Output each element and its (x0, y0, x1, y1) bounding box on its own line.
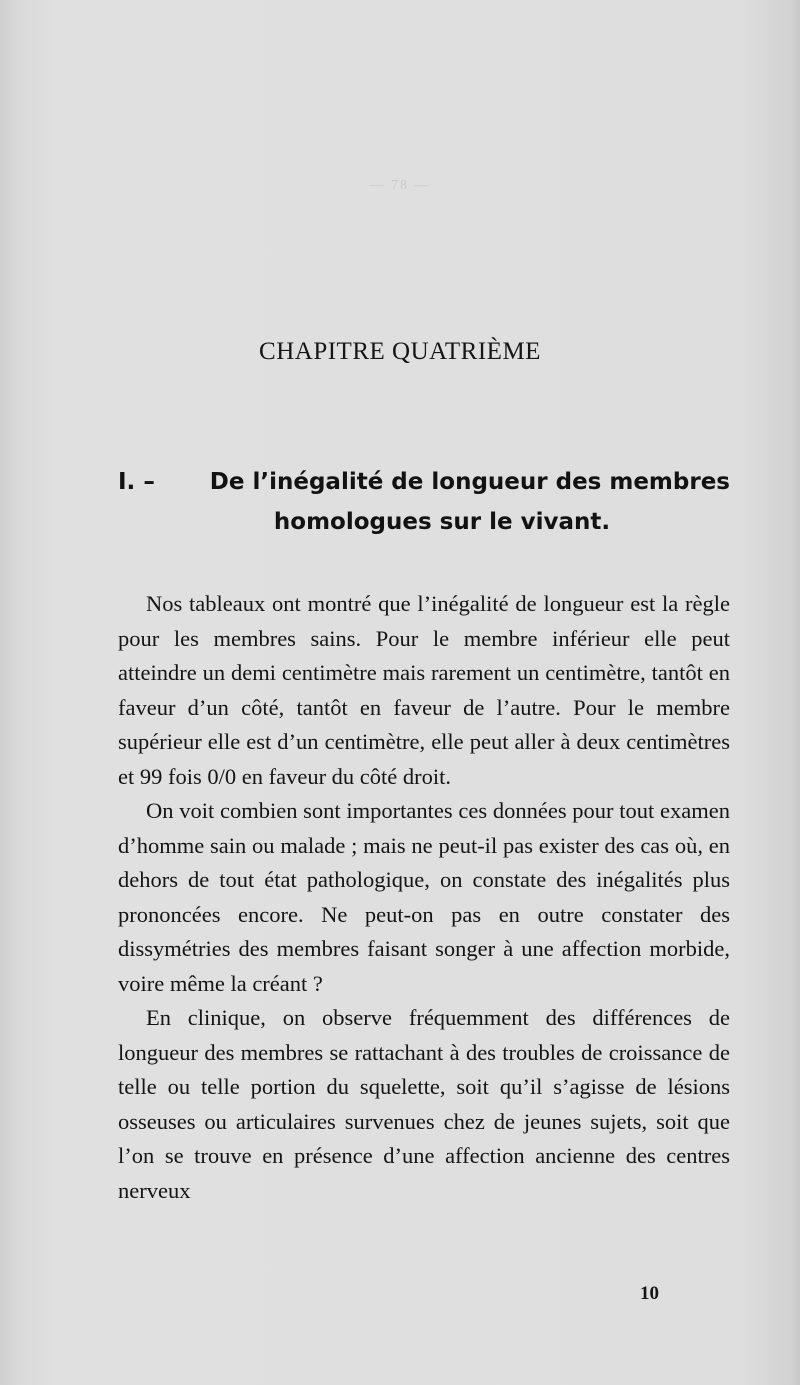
paragraph: Nos tableaux ont montré que l’inégalité de longueur est la règle pour les membres sains. Pour le membre inférieur elle peut atteindre un demi centimètre mais rarement un centimètre, tantôt en faveur d’un côté, tantôt en faveur de l’autre. Pour le membre supérieur elle est d’un centimètre, elle peut aller à deux centimètres et 99 fois 0/0 en faveur du côté droit. (118, 591, 730, 789)
section-number (118, 462, 155, 502)
section-title-part1: De l’inégalité de longueur des membres (209, 469, 730, 495)
section-heading-line1 (118, 462, 730, 502)
section-title-part2: homologues sur le vivant. (273, 509, 611, 535)
section-heading (118, 462, 730, 542)
paragraph: On voit combien sont importantes ces données pour tout examen d’homme sain ou malade ; mais ne peut-il pas exister des cas où, en dehors de tout état pathologique, on constate des inégalités plus prononcées encore. Ne peut-on pas en outre constater des dissymétries des membres faisant songer à une affection morbide, voire même la créant ? (118, 798, 730, 996)
section-dash: – (143, 469, 155, 495)
chapter-title: CHAPITRE QUATRIÈME (259, 338, 541, 365)
faint-page-mark: — 78 — (369, 178, 431, 193)
paragraph: En clinique, on observe fréquemment des différences de longueur des membres se rattachant à des troubles de croissance de telle ou telle portion du squelette, soit qu’il s’agisse de lésions osseuses ou articulaires survenues chez de jeunes sujets, soit que l’on se trouve en présence d’une affection ancienne des centres nerveux (118, 1005, 730, 1203)
section-number-text: I. (118, 469, 136, 495)
body-text (118, 587, 730, 1208)
page-number: 10 (640, 1283, 659, 1304)
